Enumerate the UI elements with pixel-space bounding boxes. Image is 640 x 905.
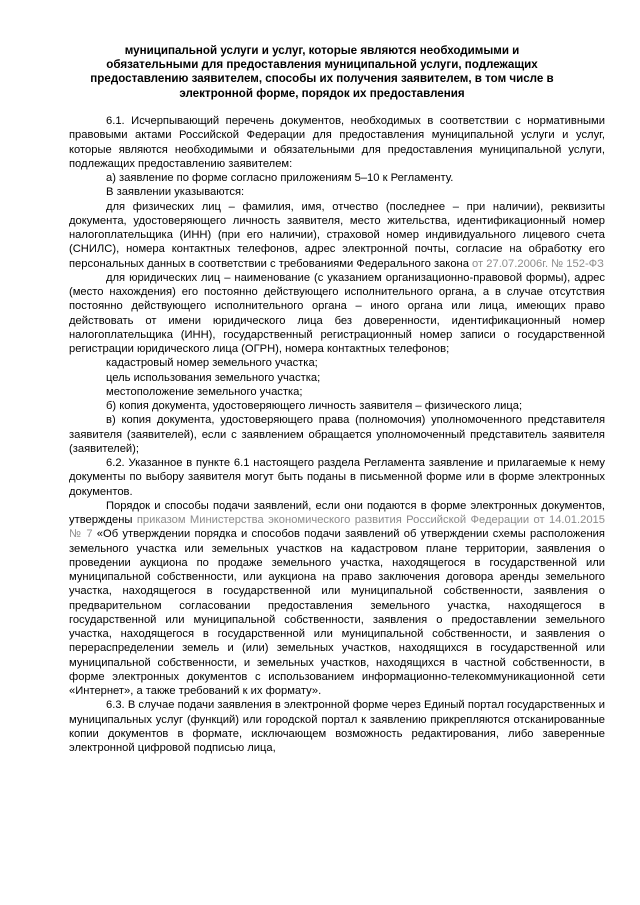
paragraph-identity-copy: б) копия документа, удостоверяющего личность заявителя – физического лица; [106,400,523,412]
paragraph-6-2: 6.2. Указанное в пункте 6.1 настоящего раздела Регламента заявление и прилагаемые к нему документы по выбору заявителя могут быть поданы в письменной форме или в форме электронных документов. [69,457,605,498]
paragraph-application-form: а) заявление по форме согласно приложениям 5–10 к Регламенту. [106,172,454,184]
paragraph-representative-copy: в) копия документа, удостоверяющего права (полномочия) уполномоченного представителя заявителя (заявителей), если с заявлением обращается уполномоченный представитель заявителя (заявителей); [69,414,605,455]
paragraph-6-1: 6.1. Исчерпывающий перечень документов, необходимых в соответствии с нормативными правовыми актами Российской Федерации для предоставления муниципальной услуги и услуг, которые являются необходимыми и обязательными для предоставления муниципальной услуги, подлежащих предоставлению заявителем: [69,115,605,170]
ministry-order-link[interactable]: приказом Министерства экономического развития Российской Федерации от 14.01.2015 № 7 [69,514,605,541]
paragraph-land-location: местоположение земельного участка; [106,385,303,398]
section-heading: муниципальной услуги и услуг, которые являются необходимыми и обязательными для предоставления муниципальной услуги, подлежащих предоставлению заявителем, способы их получения заявителем, в том числе в электронной форме, порядок их предоставления [90,44,554,100]
paragraph-individuals [69,200,605,271]
paragraph-6-3: 6.3. В случае подачи заявления в электронной форме через Единый портал государственных и муниципальных услуг (функций) или городской портал к заявлению прикрепляются отсканированные копии документов в формате, исключающем возможность редактирования, либо заверенные электронной цифровой подписью лица, [69,699,605,754]
paragraph-electronic-submission [69,499,605,699]
submission-text-end: «Об утверждении порядка и способов подачи заявлений об утверждении схемы расположения земельного участка или земельных участков на кадастровом плане территории, заявления о проведении аукциона по продаже земельного участка, находящегося в государственной или муниципальной собственности, или аукциона на право заключения договора аренды земельного участка, находящегося в государственной или муниципальной собственности, заявления о предварительном согласовании предоставления земельного участка, находящегося в государственной или муниципальной собственности, заявления о предоставлении земельного участка, находящегося в государственной или муниципальной собственности, и заявления о перераспределении земель и (или) земельных участков, находящихся в государственной или муниципальной собственности, и земельных участков, находящихся в частной собственности, в форме электронных документов с использованием информационно-телекоммуникационной сети «Интернет», а также требований к их формату». [69,528,605,697]
paragraph-application-contents: В заявлении указываются: [106,186,245,199]
submission-text-start: Порядок и способы подачи заявлений, если они подаются в форме электронных документов, утверждены [69,499,605,526]
paragraph-cadastral-number: кадастровый номер земельного участка; [106,357,318,370]
federal-law-link[interactable]: от 27.07.2006г. № 152-ФЗ [472,257,604,270]
document-body [69,114,605,755]
paragraph-legal-entities: для юридических лиц – наименование (с указанием организационно-правовой формы), адрес (место нахождения) его постоянно действующего исполнительного органа, а в случае отсутствия постоянно действующего исполнительного органа – иного органа или лица, имеющих право действовать от имени юридического лица без доверенности, идентификационный номер налогоплательщика (ИНН), государственный регистрационный номер записи о государственной регистрации юридического лица (ОГРН), номера контактных телефонов; [69,271,605,355]
paragraph-land-purpose: цель использования земельного участка; [106,371,321,384]
individuals-text: для физических лиц – фамилия, имя, отчество (последнее – при наличии), реквизиты документа, удостоверяющего личность заявителя, место жительства, идентификационный номер налогоплательщика (ИНН) (при его наличии), страховой номер индивидуального лицевого счета (СНИЛС), номера контактных телефонов, адрес электронной почты, согласие на обработку его персональных данных в соответствии с требованиями Федерального закона [69,200,605,270]
